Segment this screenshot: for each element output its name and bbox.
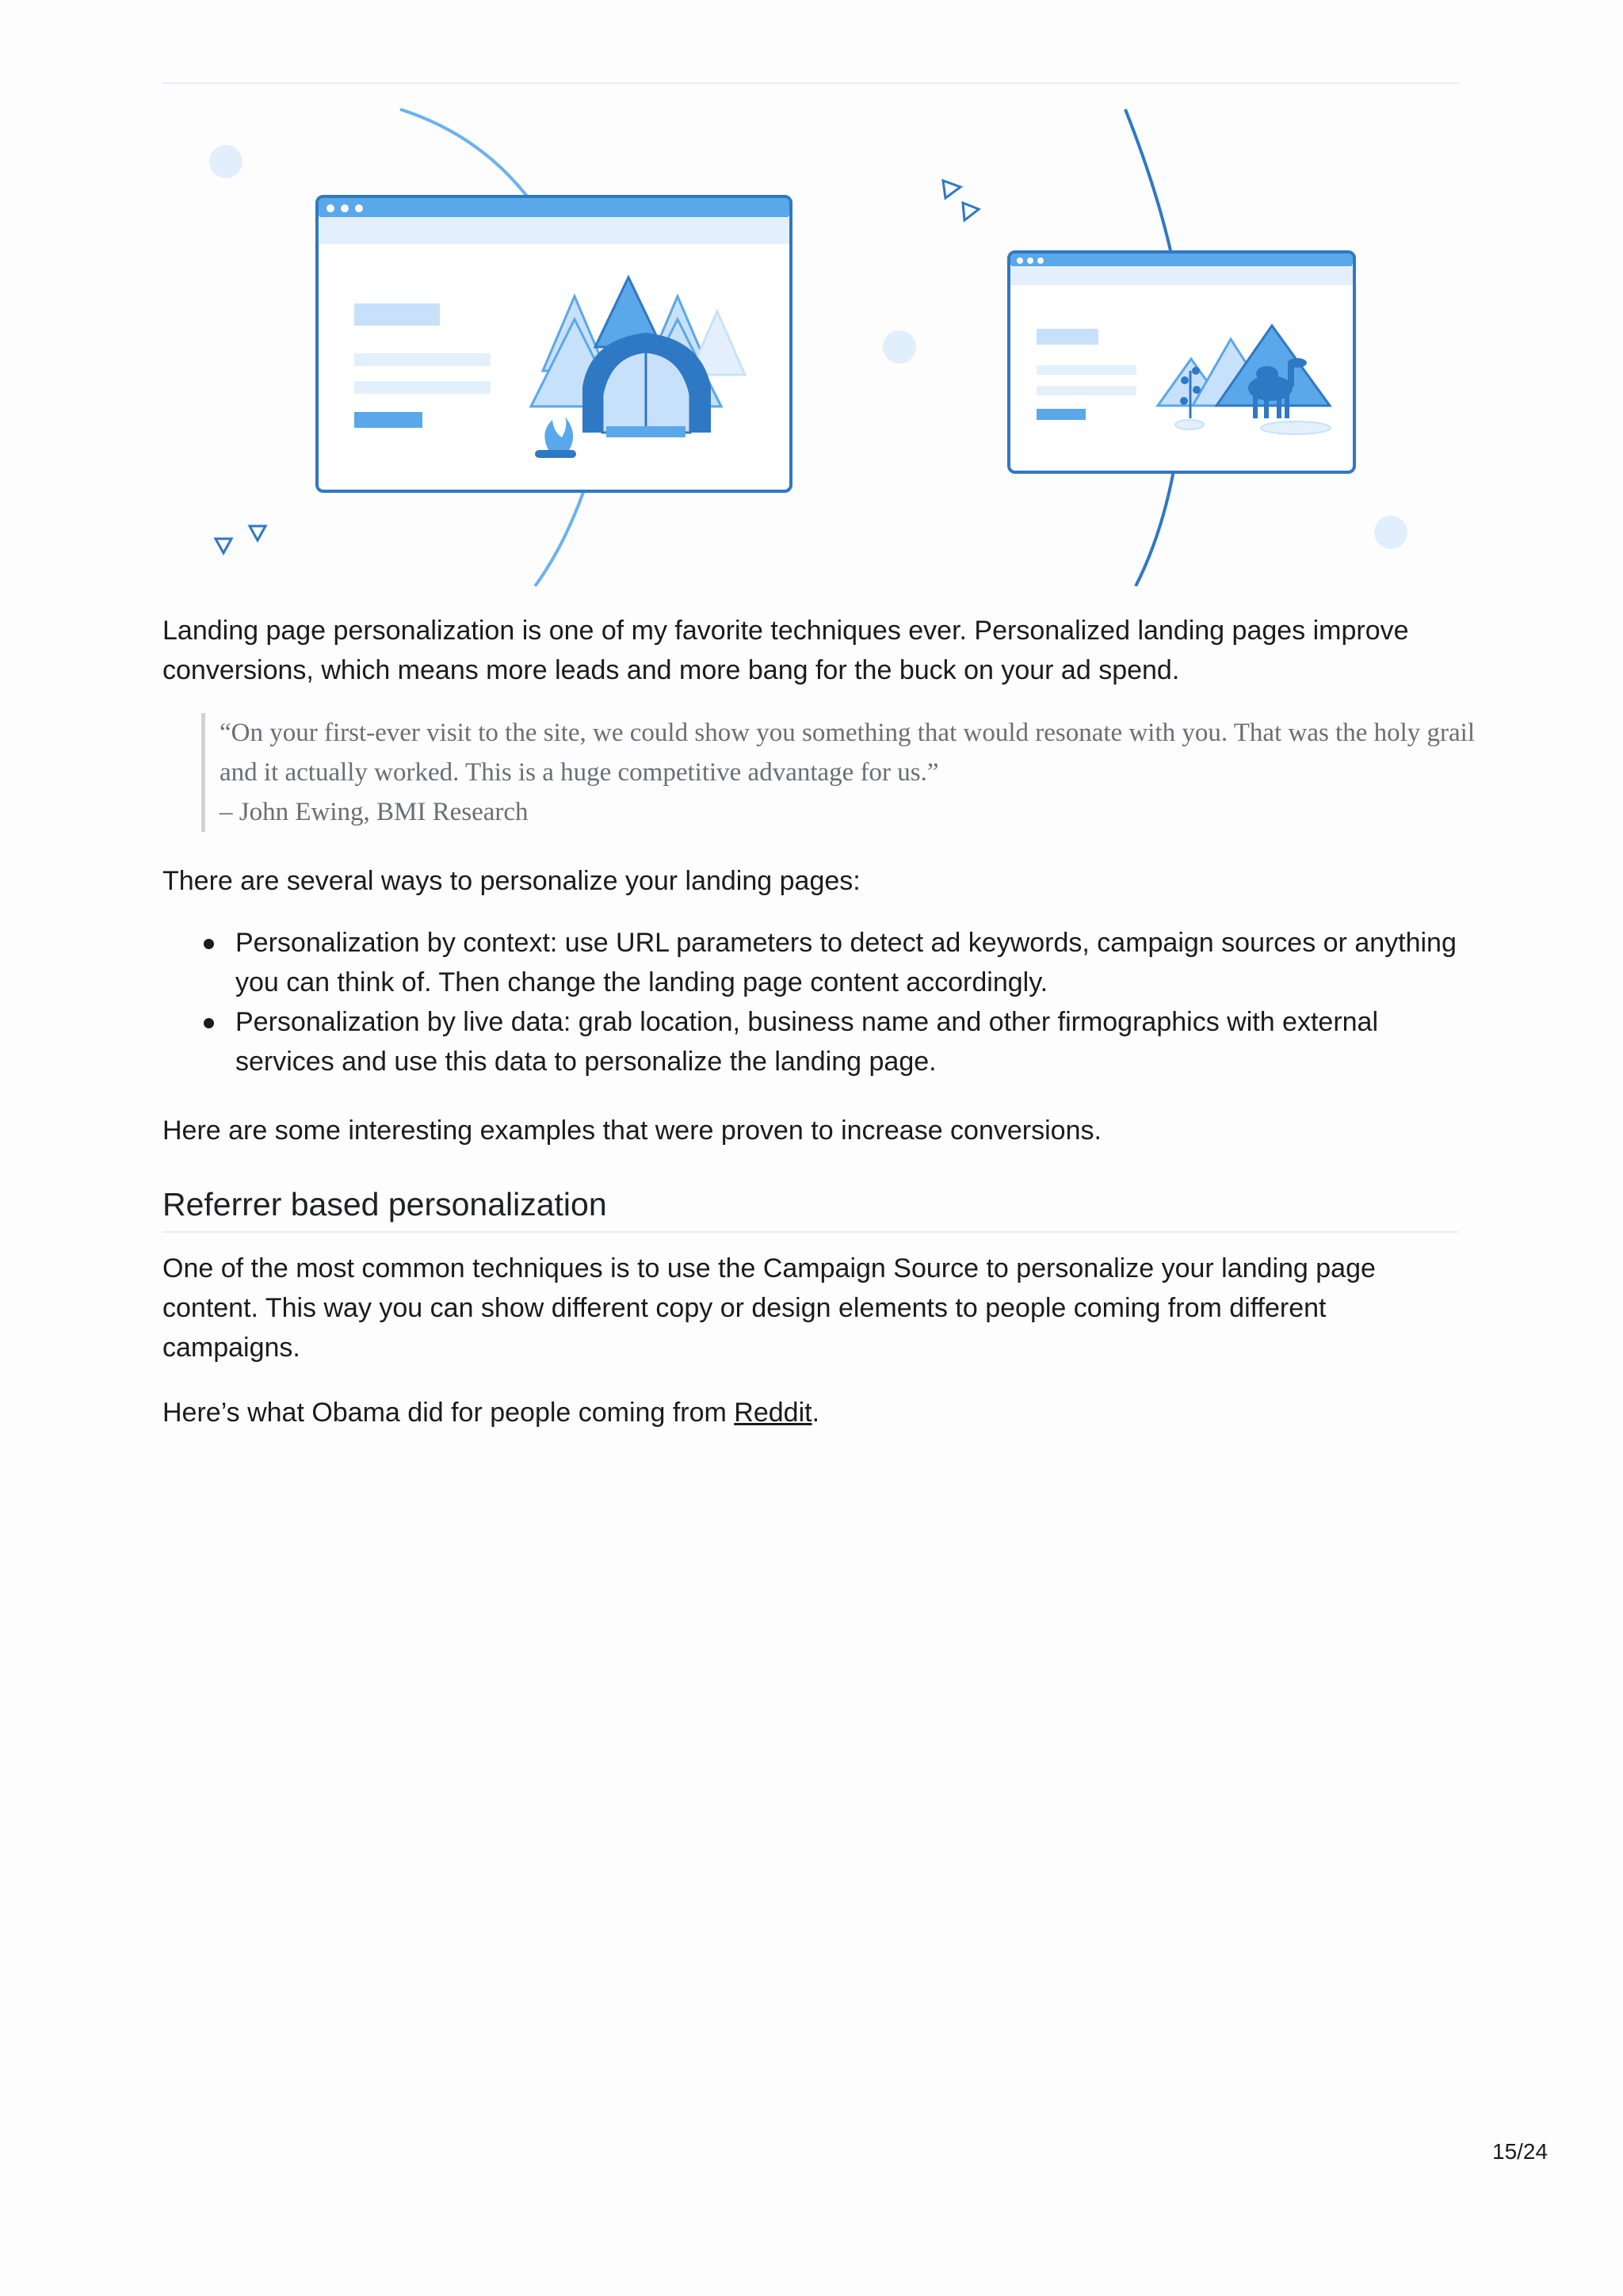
bullet-icon [204, 1018, 214, 1028]
decor-circle [883, 330, 916, 364]
bullet-icon [204, 939, 214, 949]
quote-text: “On your first-ever visit to the site, we could show you something that would resonate with you. That was the holy grail and it actually worked. This is a huge competitive advantage for us.” [220, 719, 1476, 787]
obama-paragraph [162, 1393, 1462, 1432]
list-item [162, 1002, 1462, 1081]
blockquote [201, 713, 1487, 832]
page-number: 15/24 [1492, 2139, 1549, 2164]
obama-text-before: Here’s what Obama did for people coming from [162, 1398, 735, 1428]
quote-attribution: – John Ewing, BMI Research [220, 798, 529, 826]
list-item [162, 923, 1462, 1002]
decor-circle [1374, 516, 1407, 549]
examples-intro-paragraph: Here are some interesting examples that were proven to increase conversions. [162, 1116, 1102, 1146]
obama-text-after: . [812, 1398, 820, 1428]
section-heading: Referrer based personalization [162, 1180, 1459, 1233]
hero-illustration [162, 101, 1459, 586]
bullet-list [162, 923, 1462, 1081]
browser-window-illustration [317, 196, 791, 491]
list-item-text: Personalization by context: use URL parameters to detect ad keywords, campaign sources or anything you can think of. Then change the landing page content accordingly. [235, 928, 1457, 997]
top-divider [162, 82, 1459, 84]
intro-paragraph: Landing page personalization is one of my favorite techniques ever. Personalized landing pages improve conversions, which means more leads and more bang for the buck on your ad spend. [162, 616, 1409, 685]
reddit-link[interactable]: Reddit [734, 1398, 812, 1428]
list-item-text: Personalization by live data: grab location, business name and other firmographics with external services and use this data to personalize the landing page. [235, 1007, 1379, 1077]
section-paragraph: One of the most common techniques is to use the Campaign Source to personalize your landing page content. This way you can show different copy or design elements to people coming from different campaigns. [162, 1253, 1376, 1363]
ways-intro-paragraph: There are several ways to personalize your landing pages: [162, 866, 861, 896]
decor-circle [209, 145, 242, 178]
browser-window-illustration [1009, 252, 1354, 472]
